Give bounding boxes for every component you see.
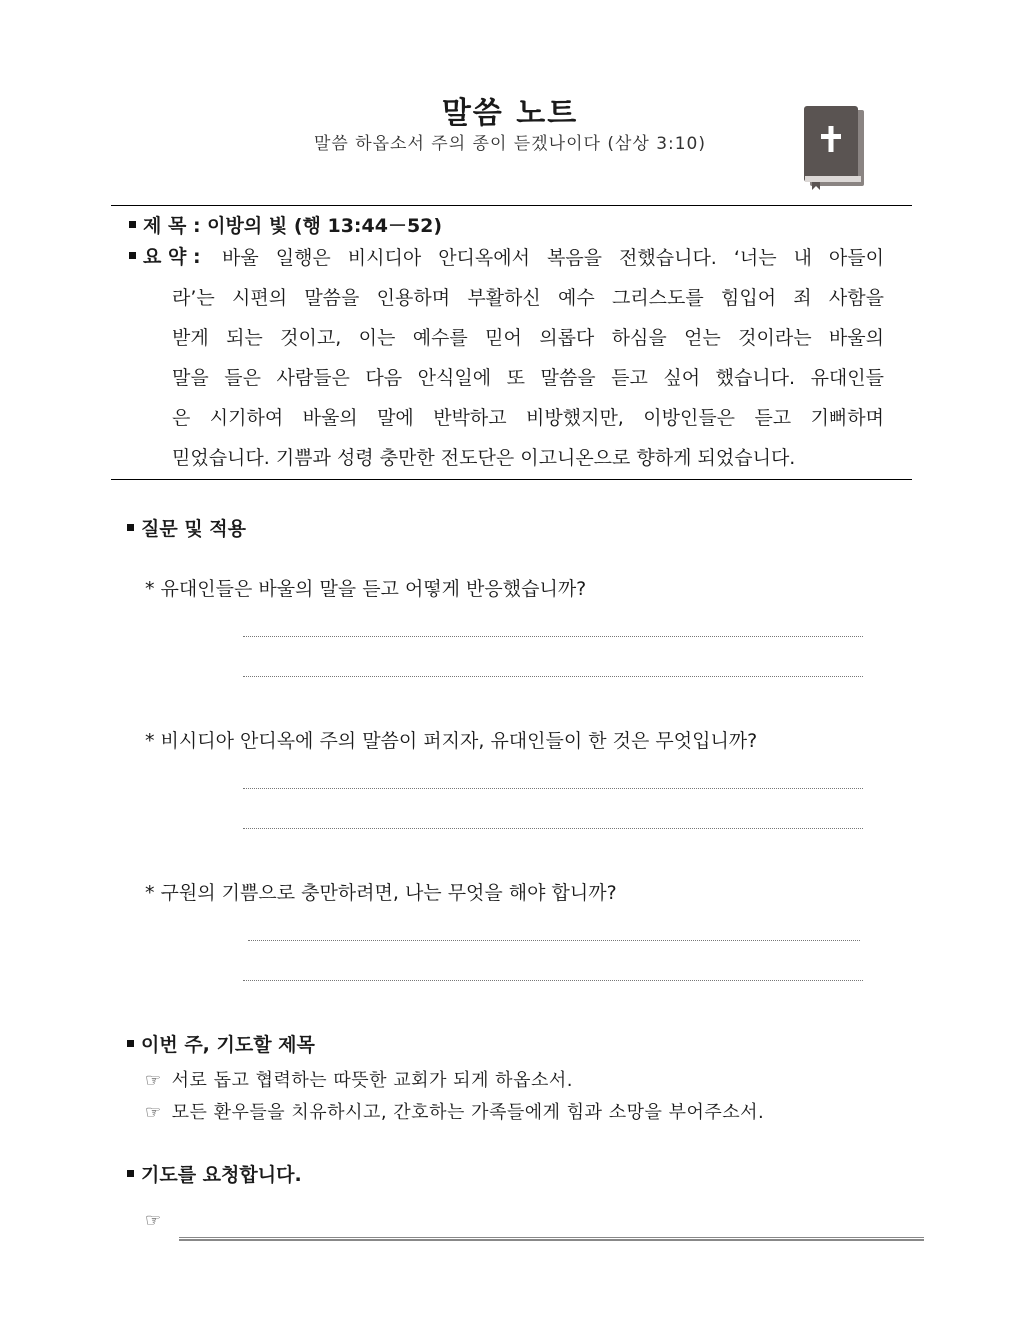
- prayer-request-heading-text: 기도를 요청합니다.: [141, 1164, 302, 1186]
- prayer-topic-item: [145, 1098, 764, 1124]
- summary-line: 말을 들은 사람들은 다음 안식일에 또 말씀을 듣고 싶어 했습니다. 유대인들: [172, 367, 884, 389]
- question-item: * 비시디아 안디옥에 주의 말씀이 퍼지자, 유대인들이 한 것은 무엇입니까?: [145, 730, 758, 752]
- question-item: * 구원의 기쁨으로 충만하려면, 나는 무엇을 해야 합니까?: [145, 882, 617, 904]
- bible-cross-icon: [800, 104, 866, 190]
- question-item: * 유대인들은 바울의 말을 듣고 어떻게 반응했습니까?: [145, 578, 587, 600]
- prayer-topics-heading-text: 이번 주, 기도할 제목: [141, 1034, 315, 1056]
- answer-line[interactable]: [243, 980, 863, 981]
- summary-line: 받게 되는 것이고, 이는 예수를 믿어 의롭다 하심을 얻는 것이라는 바울의: [172, 327, 884, 349]
- bullet-marker: [129, 221, 136, 228]
- pointing-hand-icon: ☞: [145, 1210, 162, 1231]
- answer-line[interactable]: [243, 676, 863, 677]
- prayer-topic-item: [145, 1066, 573, 1092]
- bullet-marker: [129, 252, 136, 259]
- bullet-marker: [127, 1040, 134, 1047]
- answer-line[interactable]: [243, 636, 863, 637]
- answer-line[interactable]: [243, 828, 863, 829]
- summary-line: 바울 일행은 비시디아 안디옥에서 복음을 전했습니다. ‘너는 내 아들이: [222, 247, 884, 269]
- subject-row: [129, 211, 442, 238]
- prayer-request-heading: [127, 1160, 302, 1187]
- summary-bottom-rule: [111, 479, 912, 480]
- answer-line[interactable]: [243, 788, 863, 789]
- prayer-topic-text: 서로 돕고 협력하는 따뜻한 교회가 되게 하옵소서.: [171, 1070, 573, 1091]
- bullet-marker: [127, 524, 134, 531]
- page-title: 말씀 노트: [441, 96, 579, 131]
- bullet-marker: [127, 1170, 134, 1177]
- subject-value: 이방의 빛 (행 13:44－52): [207, 215, 443, 237]
- prayer-topic-text: 모든 환우들을 치유하시고, 간호하는 가족들에게 힘과 소망을 부어주소서.: [171, 1102, 765, 1123]
- prayer-topics-heading: [127, 1030, 315, 1057]
- prayer-request-write-line[interactable]: [179, 1237, 924, 1241]
- summary-line: 은 시기하여 바울의 말에 반박하고 비방했지만, 이방인들은 듣고 기뻐하며: [172, 407, 884, 429]
- subject-label: 제 목 :: [143, 215, 201, 237]
- pointing-hand-icon: ☞: [145, 1102, 162, 1123]
- answer-line[interactable]: [248, 940, 860, 941]
- page-subtitle: 말씀 하옵소서 주의 종이 듣겠나이다 (삼상 3:10): [313, 134, 707, 154]
- questions-heading-text: 질문 및 적용: [141, 518, 246, 540]
- summary-line: 라’는 시편의 말씀을 인용하며 부활하신 예수 그리스도를 힘입어 죄 사함을: [172, 287, 884, 309]
- pointing-hand-icon: ☞: [145, 1070, 162, 1091]
- summary-label-row: [129, 242, 201, 269]
- summary-line: 믿었습니다. 기쁨과 성령 충만한 전도단은 이고니온으로 향하게 되었습니다.: [172, 447, 796, 469]
- questions-heading: [127, 514, 246, 541]
- summary-top-rule: [111, 205, 912, 206]
- summary-label: 요 약 :: [143, 246, 201, 268]
